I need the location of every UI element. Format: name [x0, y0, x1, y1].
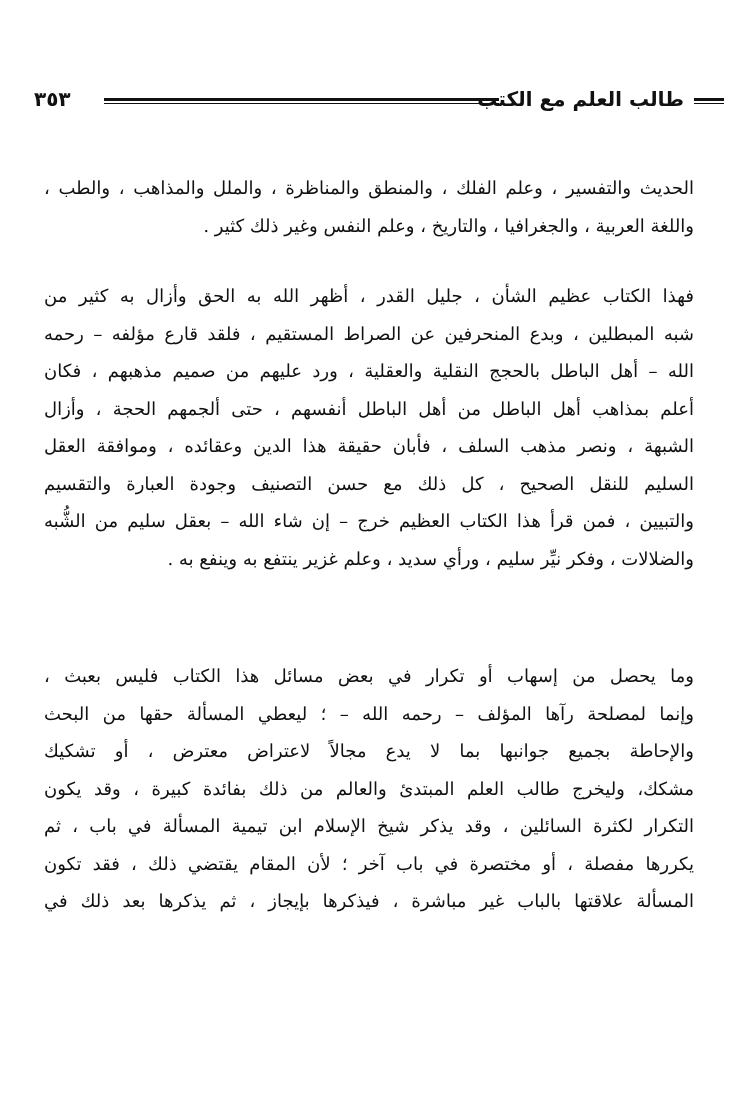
text-line: وما يحصل من إسهاب أو تكرار في بعض مسائل هذا الكتاب فليس بعبث ، — [44, 666, 694, 687]
text-line: الله – أهل الباطل بالحجج النقلية والعقلية ، ورد عليهم من صميم مذهبهم ، فكان — [44, 361, 694, 382]
paragraph-2 — [44, 278, 694, 578]
text-line: شبه المبطلين ، وبدع المنحرفين عن الصراط المستقيم ، فلقد قارع مؤلفه – رحمه — [44, 323, 694, 345]
text-line: واللغة العربية ، والجغرافيا ، والتاريخ ، وعلم النفس وغير ذلك كثير . — [203, 215, 694, 237]
text-line: أعلم بمذاهب أهل الباطل من أهل الباطل أنفسهم ، حتى ألجمهم الحجة ، وأزال — [44, 398, 694, 420]
text-line: والتبيين ، فمن قرأ هذا الكتاب العظيم خرج – إن شاء الله – بعقل سليم من الشُّبه — [44, 511, 694, 532]
text-line: فهذا الكتاب عظيم الشأن ، جليل القدر ، أظهر الله به الحق وأزال به كثير من — [44, 286, 694, 307]
running-header — [34, 86, 684, 116]
page-number: ٣٥٣ — [34, 87, 71, 111]
text-line: مشكك، وليخرج طالب العلم المبتدئ والعالم من ذلك بفائدة كبيرة ، وقد يكون — [44, 778, 694, 800]
text-line: وإنما لمصلحة رآها المؤلف – رحمه الله – ؛ ليعطي المسألة حقها من البحث — [44, 703, 694, 725]
paragraph-3 — [44, 658, 694, 921]
header-rule-short — [694, 98, 724, 104]
text-line: السليم للنقل الصحيح ، كل ذلك مع حسن التصنيف وجودة العبارة والتقسيم — [44, 473, 694, 495]
header-rule — [104, 98, 499, 104]
text-line: والضلالات ، وفكر نيِّر سليم ، ورأي سديد ، وعلم غزير ينتفع به وينفع به . — [167, 548, 694, 570]
text-line: الشبهة ، ونصر مذهب السلف ، فأبان حقيقة هذا الدين وعقائده ، وموافقة العقل — [44, 436, 694, 457]
text-line: الحديث والتفسير ، وعلم الفلك ، والمنطق والمناظرة ، والملل والمذاهب ، والطب ، — [44, 178, 694, 199]
text-line: المسألة علاقتها بالباب غير مباشرة ، فيذكرها بإيجاز ، ثم يذكرها بعد ذلك في — [44, 891, 694, 912]
header-title: طالب العلم مع الكتب — [477, 87, 684, 111]
text-line: يكررها مفصلة ، أو مختصرة في باب آخر ؛ لأن المقام يقتضي ذلك ، فقد تكون — [44, 853, 694, 875]
text-line: والإحاطة بجميع جوانبها بما لا يدع مجالاً لاعتراض معترض ، أو تشكيك — [44, 741, 694, 762]
paragraph-1 — [44, 170, 694, 245]
text-line: التكرار لكثرة السائلين ، وقد يذكر شيخ الإسلام ابن تيمية المسألة في باب ، ثم — [44, 816, 694, 837]
